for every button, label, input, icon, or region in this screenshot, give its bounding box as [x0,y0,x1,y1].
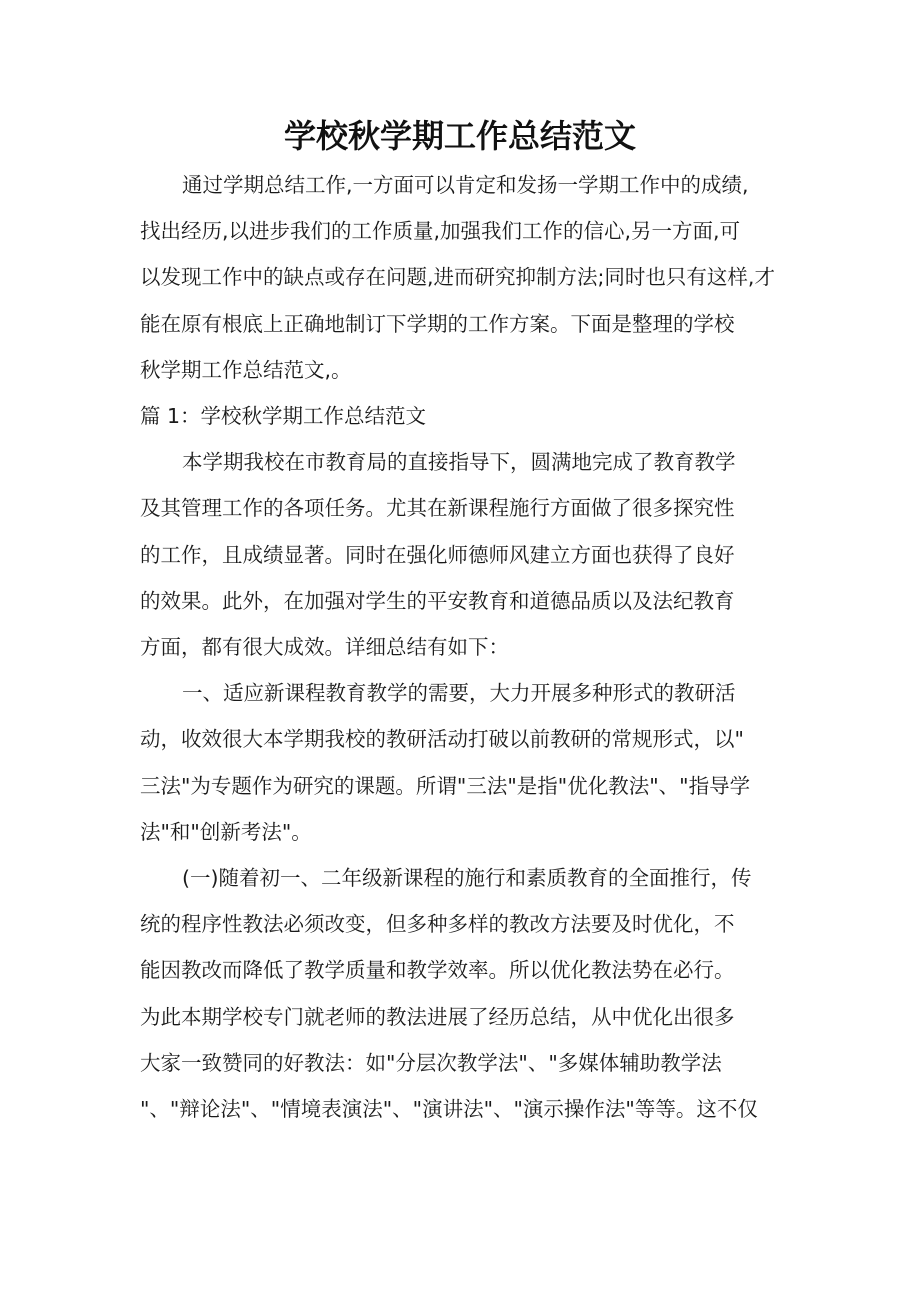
body-line: 动，收效很大本学期我校的教研活动打破以前教研的常规形式，以" [140,727,744,752]
body-line: 大家一致赞同的好教法：如"分层次教学法"、"多媒体辅助教学法 [140,1050,722,1075]
document-title: 学校秋学期工作总结范文 [283,117,636,155]
body-line: 能在原有根底上正确地制订下学期的工作方案。下面是整理的学校 [140,311,735,336]
body-line: "、"辩论法"、"情境表演法"、"演讲法"、"演示操作法"等等。这不仅 [140,1097,758,1121]
body-line: 法"和"创新考法"。 [140,819,312,844]
body-line: 能因教改而降低了教学质量和教学效率。所以优化教法势在必行。 [140,958,735,983]
body-line: 的效果。此外，在加强对学生的平安教育和道德品质以及法纪教育 [140,588,735,613]
body-line: 找出经历,以进步我们的工作质量,加强我们工作的信心,另一方面,可 [140,219,741,244]
body-line: 一、适应新课程教育教学的需要，大力开展多种形式的教研活 [182,681,736,706]
section-heading: 篇 1：学校秋学期工作总结范文 [140,404,427,428]
body-line: 统的程序性教法必须改变，但多种多样的教改方法要及时优化，不 [140,912,735,937]
body-line: 及其管理工作的各项任务。尤其在新课程施行方面做了很多探究性 [140,496,735,521]
body-line: 为此本期学校专门就老师的教法进展了经历总结，从中优化出很多 [140,1004,735,1029]
body-line: 通过学期总结工作,一方面可以肯定和发扬一学期工作中的成绩, [182,173,749,197]
body-line: 以发现工作中的缺点或存在问题,进而研究抑制方法;同时也只有这样,才 [140,265,775,290]
body-line: 秋学期工作总结范文,。 [140,357,352,382]
body-line: 本学期我校在市教育局的直接指导下，圆满地完成了教育教学 [182,450,736,475]
body-line: (一)随着初一、二年级新课程的施行和素质教育的全面推行，传 [182,866,752,890]
body-line: 方面，都有很大成效。详细总结有如下： [140,635,509,659]
body-line: 三法"为专题作为研究的课题。所谓"三法"是指"优化教法"、"指导学 [140,773,751,798]
body-line: 的工作，且成绩显著。同时在强化师德师风建立方面也获得了良好 [140,542,735,567]
